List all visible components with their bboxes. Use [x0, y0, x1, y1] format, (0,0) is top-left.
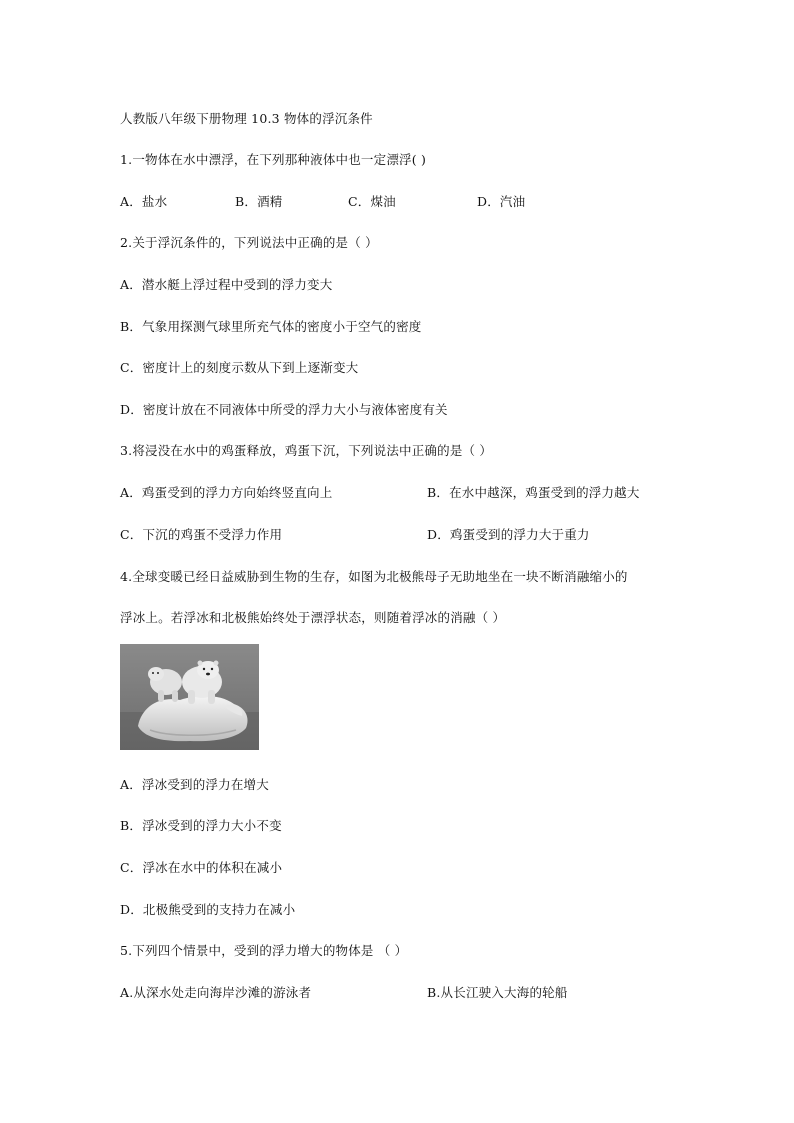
question-3-option-c: C．下沉的鸡蛋不受浮力作用 — [120, 527, 283, 542]
question-1-option-d: D．汽油 — [477, 194, 526, 209]
question-3-options-row-1 — [120, 485, 680, 501]
question-1-option-b: B．酒精 — [235, 194, 283, 209]
question-4-option-b: B．浮冰受到的浮力大小不变 — [120, 818, 282, 833]
question-1-option-c: C．煤油 — [348, 194, 396, 209]
question-2-option-c: C．密度计上的刻度示数从下到上逐渐变大 — [120, 360, 359, 375]
question-2-option-b: B．气象用探测气球里所充气体的密度小于空气的密度 — [120, 319, 422, 334]
question-1-option-a: A．盐水 — [120, 194, 168, 209]
question-4-stem-line-1: 4.全球变暖已经日益威胁到生物的生存，如图为北极熊母子无助地坐在一块不断消融缩小的 — [120, 569, 628, 584]
question-3-stem: 3.将浸没在水中的鸡蛋释放，鸡蛋下沉，下列说法中正确的是（ ） — [120, 443, 493, 458]
question-3-option-d: D．鸡蛋受到的浮力大于重力 — [427, 527, 590, 542]
page-title: 人教版八年级下册物理 10.3 物体的浮沉条件 — [120, 111, 373, 126]
polar-bears-on-ice-floe-image — [120, 644, 259, 750]
question-4-option-c: C．浮冰在水中的体积在减小 — [120, 860, 283, 875]
question-2-stem: 2.关于浮沉条件的，下列说法中正确的是（ ） — [120, 235, 378, 250]
question-5-options-row-1 — [120, 985, 680, 1001]
question-3-option-b: B．在水中越深，鸡蛋受到的浮力越大 — [427, 485, 640, 500]
question-3-option-a: A．鸡蛋受到的浮力方向始终竖直向上 — [120, 485, 333, 500]
question-3-options-row-2 — [120, 527, 680, 543]
question-4-option-a: A．浮冰受到的浮力在增大 — [120, 777, 269, 792]
question-5-option-a: A.从深水处走向海岸沙滩的游泳者 — [120, 985, 312, 1000]
question-2-option-d: D．密度计放在不同液体中所受的浮力大小与液体密度有关 — [120, 402, 448, 417]
question-4-option-d: D．北极熊受到的支持力在减小 — [120, 902, 296, 917]
question-5-option-b: B.从长江驶入大海的轮船 — [427, 985, 568, 1000]
question-1-stem: 1.一物体在水中漂浮，在下列那种液体中也一定漂浮( ) — [120, 152, 427, 167]
question-5-stem: 5.下列四个情景中，受到的浮力增大的物体是 （ ） — [120, 943, 408, 958]
question-2-option-a: A．潜水艇上浮过程中受到的浮力变大 — [120, 277, 333, 292]
question-4-stem-line-2: 浮冰上。若浮冰和北极熊始终处于漂浮状态，则随着浮冰的消融（ ） — [120, 610, 506, 625]
polar-bears-illustration — [120, 644, 259, 750]
question-1-options — [120, 194, 680, 210]
